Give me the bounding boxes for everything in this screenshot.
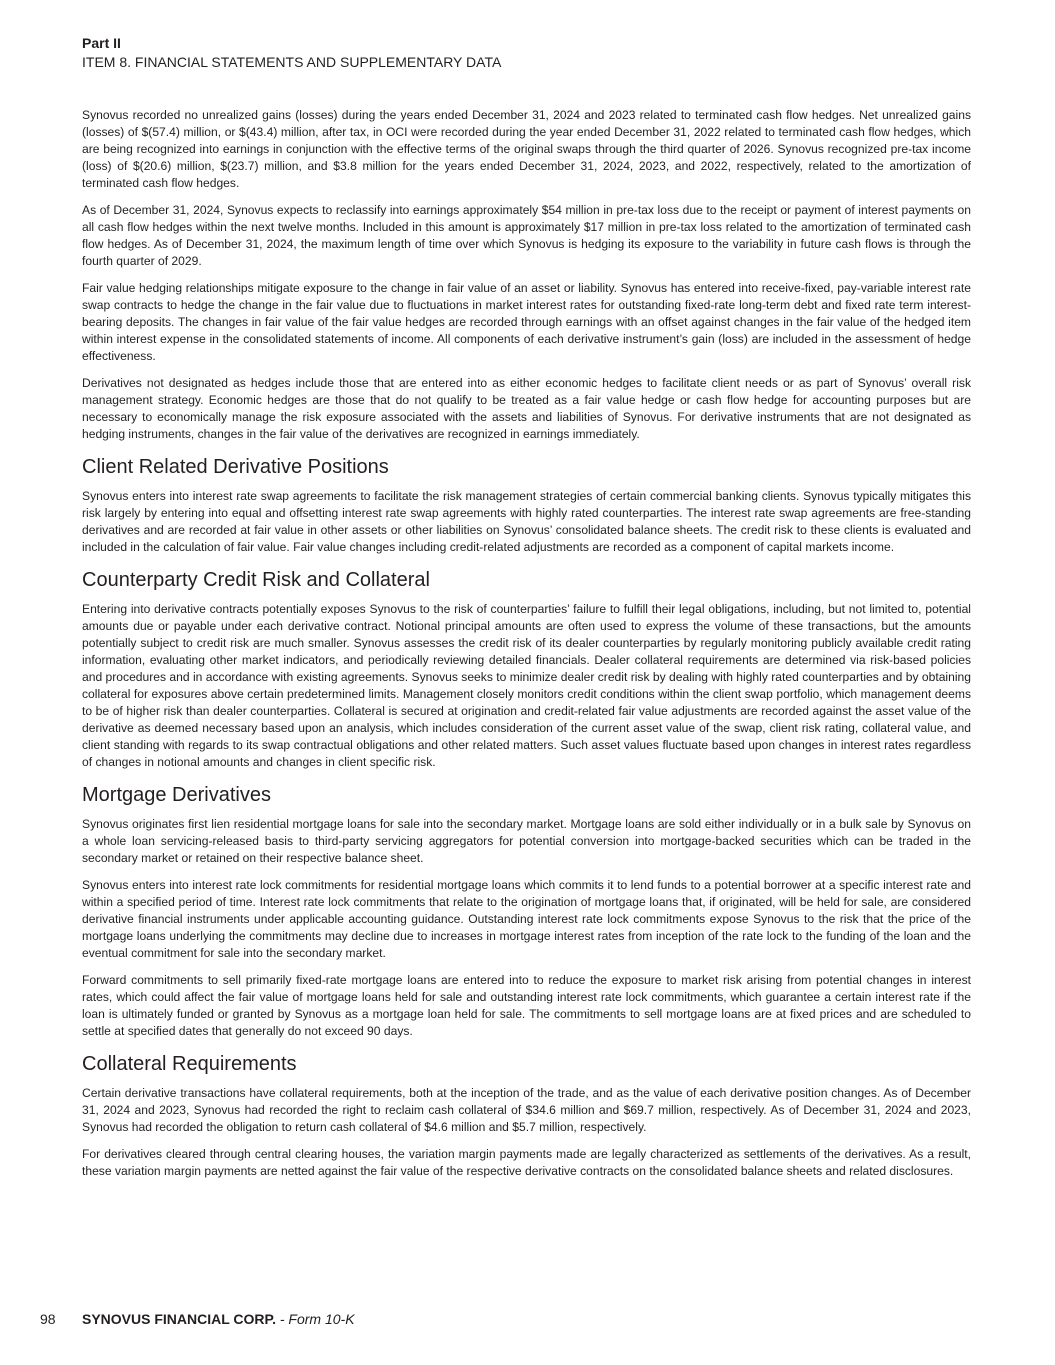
paragraph: As of December 31, 2024, Synovus expects to reclassify into earnings approximately $54 million in pre-tax loss due to the receipt or payment of interest payments on all cash flow hedges within the next twelve months. Included in this amount is approximately $17 million in pre-tax loss related to the amortization of terminated cash flow hedges. As of December 31, 2024, the maximum length of time over which Synovus is hedging its exposure to the variability in future cash flows is through the fourth quarter of 2029. (82, 203, 971, 268)
paragraph: Derivatives not designated as hedges include those that are entered into as either economic hedges to facilitate client needs or as part of Synovus’ overall risk management strategy. Economic hedges are those that do not qualify to be treated as a fair value hedge or cash flow hedge for accounting purposes but are necessary to economically manage the risk exposure associated with the assets and liabilities of Synovus. For derivative instruments that are not designated as hedging instruments, changes in the fair value of the derivatives are recognized in earnings immediately. (82, 376, 971, 441)
paragraph: For derivatives cleared through central clearing houses, the variation margin payments made are legally characterized as settlements of the derivatives. As a result, these variation margin payments are netted against the fair value of the respective derivative contracts on the consolidated balance sheets and related disclosures. (82, 1147, 971, 1178)
section-heading-counterparty-credit-risk: Counterparty Credit Risk and Collateral (82, 569, 430, 591)
paragraph: Synovus enters into interest rate swap agreements to facilitate the risk management strategies of certain commercial banking clients. Synovus typically mitigates this risk largely by entering into equal and offsetting interest rate swap agreements with highly rated counterparties. The interest rate swap agreements are free-standing derivatives and are recorded at fair value in other assets or other liabilities on Synovus’ consolidated balance sheets. The credit risk to these clients is evaluated and included in the calculation of fair value. Fair value changes including credit-related adjustments are recorded as a component of capital markets income. (82, 489, 971, 554)
paragraph: Synovus originates first lien residential mortgage loans for sale into the secondary market. Mortgage loans are sold either individually or in a bulk sale by Synovus on a whole loan servicing-released basis to third-party servicing aggregators for potential conversion into mortgage-backed securities which can be traded in the secondary market or retained on their respective balance sheet. (82, 817, 971, 865)
company-name: SYNOVUS FINANCIAL CORP. (82, 1311, 276, 1327)
paragraph: Forward commitments to sell primarily fixed-rate mortgage loans are entered into to reduce the exposure to market risk arising from potential changes in interest rates, which could affect the fair value of mortgage loans held for sale and outstanding interest rate lock commitments, which guarantee a certain interest rate if the loan is ultimately funded or granted by Synovus as a mortgage loan held for sale. The commitments to sell mortgage loans are at fixed prices and are scheduled to settle at specified dates that generally do not exceed 90 days. (82, 973, 971, 1038)
section-heading-mortgage-derivatives: Mortgage Derivatives (82, 784, 271, 806)
section-heading-collateral-requirements: Collateral Requirements (82, 1053, 297, 1075)
form-type: - Form 10-K (275, 1311, 355, 1327)
document-body (82, 107, 971, 1190)
paragraph: Certain derivative transactions have collateral requirements, both at the inception of the trade, and as the value of each derivative position changes. As of December 31, 2024 and 2023, Synovus had recorded the right to reclaim cash collateral of $34.6 million and $69.7 million, respectively. As of December 31, 2024 and 2023, Synovus had recorded the obligation to return cash collateral of $4.6 million and $5.7 million, respectively. (82, 1086, 971, 1134)
paragraph: Fair value hedging relationships mitigate exposure to the change in fair value of an asset or liability. Synovus has entered into receive-fixed, pay-variable interest rate swap contracts to hedge the change in the fair value due to fluctuations in market interest rates for outstanding fixed-rate long-term debt and fixed rate term interest-bearing deposits. The changes in fair value of the fair value hedges are recorded through earnings with an offset against changes in the fair value of the hedged item within interest expense in the consolidated statements of income. All components of each derivative instrument’s gain (loss) are included in the assessment of hedge effectiveness. (82, 281, 971, 363)
item-title: ITEM 8. FINANCIAL STATEMENTS AND SUPPLEMENTARY DATA (82, 54, 502, 70)
paragraph: Entering into derivative contracts potentially exposes Synovus to the risk of counterparties’ failure to fulfill their legal obligations, including, but not limited to, potential amounts due or payable under each derivative contract. Notional principal amounts are often used to express the volume of these transactions, but the amounts potentially subject to credit risk are much smaller. Synovus assesses the credit risk of its dealer counterparties by regularly monitoring publicly available credit rating information, evaluating other market indicators, and periodically reviewing detailed financials. Dealer collateral requirements are determined via risk-based policies and procedures and in accordance with existing agreements. Synovus seeks to minimize dealer credit risk by dealing with highly rated counterparties and by obtaining collateral for exposures above certain predetermined limits. Management closely monitors credit conditions within the client swap portfolio, which management deems to be of higher risk than dealer counterparties. Collateral is secured at origination and credit-related fair value adjustments are recorded against the asset value of the derivative as deemed necessary based upon an analysis, which includes consideration of the current asset value of the swap, client risk rating, collateral value, and client standing with regards to its swap contractual obligations and other related matters. Such asset values fluctuate based upon changes in interest rates regardless of changes in notional amounts and changes in client specific risk. (82, 602, 971, 769)
page-number: 98 (40, 1311, 56, 1327)
paragraph: Synovus enters into interest rate lock commitments for residential mortgage loans which commits it to lend funds to a potential borrower at a specific interest rate and within a specified period of time. Interest rate lock commitments that relate to the origination of mortgage loans that, if originated, will be held for sale, are considered derivative financial instruments under applicable accounting guidance. Outstanding interest rate lock commitments expose Synovus to the risk that the price of the mortgage loans underlying the commitments may decline due to increases in mortgage interest rates from inception of the rate lock to the funding of the loan and the eventual commitment for sale into the secondary market. (82, 878, 971, 960)
page-header (82, 34, 972, 72)
page-footer (40, 1309, 355, 1329)
paragraph: Synovus recorded no unrealized gains (losses) during the years ended December 31, 2024 and 2023 related to terminated cash flow hedges. Net unrealized gains (losses) of $(57.4) million, or $(43.4) million, after tax, in OCI were recorded during the year ended December 31, 2022 related to terminated cash flow hedges, which are being recognized into earnings in conjunction with the effective terms of the original swaps through the third quarter of 2026. Synovus recognized pre-tax income (loss) of $(20.6) million, $(23.7) million, and $3.8 million for the years ended December 31, 2024, 2023, and 2022, respectively, related to the amortization of terminated cash flow hedges. (82, 108, 971, 190)
part-label: Part II (82, 35, 121, 51)
section-heading-client-related: Client Related Derivative Positions (82, 456, 389, 478)
